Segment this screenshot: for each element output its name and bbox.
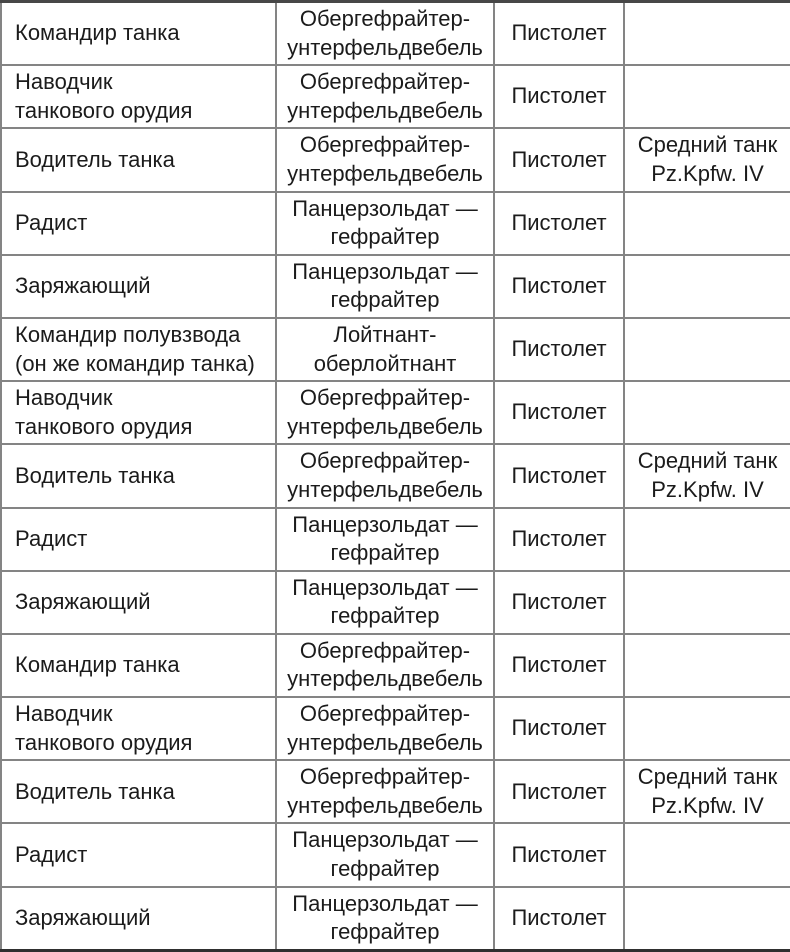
cell-rank: Обергефрайтер- унтерфельдвебель	[276, 128, 494, 191]
cell-notes: Средний танк Pz.Kpfw. IV	[624, 444, 790, 507]
table-row	[1, 887, 790, 951]
cell-notes	[624, 571, 790, 634]
cell-notes	[624, 508, 790, 571]
cell-position: Заряжающий	[1, 571, 276, 634]
cell-position: Командир полувзвода (он же командир танка)	[1, 318, 276, 381]
cell-weapon: Пистолет	[494, 571, 624, 634]
table-row	[1, 318, 790, 381]
cell-position: Командир танка	[1, 634, 276, 697]
cell-position: Радист	[1, 192, 276, 255]
cell-weapon: Пистолет	[494, 2, 624, 66]
cell-position: Водитель танка	[1, 760, 276, 823]
cell-rank: Панцерзольдат — гефрайтер	[276, 823, 494, 886]
cell-rank: Обергефрайтер- унтерфельдвебель	[276, 444, 494, 507]
table-row	[1, 823, 790, 886]
table-row	[1, 255, 790, 318]
cell-notes	[624, 381, 790, 444]
cell-notes	[624, 255, 790, 318]
cell-rank: Обергефрайтер- унтерфельдвебель	[276, 65, 494, 128]
cell-position: Заряжающий	[1, 255, 276, 318]
cell-weapon: Пистолет	[494, 887, 624, 951]
cell-weapon: Пистолет	[494, 760, 624, 823]
table-row	[1, 2, 790, 66]
cell-rank: Панцерзольдат — гефрайтер	[276, 192, 494, 255]
cell-rank: Панцерзольдат — гефрайтер	[276, 887, 494, 951]
cell-rank: Панцерзольдат — гефрайтер	[276, 571, 494, 634]
table-body	[1, 2, 790, 951]
cell-position: Заряжающий	[1, 887, 276, 951]
cell-weapon: Пистолет	[494, 318, 624, 381]
cell-rank: Обергефрайтер- унтерфельдвебель	[276, 634, 494, 697]
cell-position: Радист	[1, 823, 276, 886]
cell-rank: Обергефрайтер- унтерфельдвебель	[276, 381, 494, 444]
cell-rank: Панцерзольдат — гефрайтер	[276, 255, 494, 318]
cell-weapon: Пистолет	[494, 634, 624, 697]
cell-position: Радист	[1, 508, 276, 571]
cell-notes	[624, 887, 790, 951]
cell-rank: Обергефрайтер- унтерфельдвебель	[276, 760, 494, 823]
cell-weapon: Пистолет	[494, 697, 624, 760]
cell-rank: Обергефрайтер- унтерфельдвебель	[276, 697, 494, 760]
table-row	[1, 65, 790, 128]
cell-notes	[624, 65, 790, 128]
cell-weapon: Пистолет	[494, 508, 624, 571]
cell-rank: Обергефрайтер- унтерфельдвебель	[276, 2, 494, 66]
cell-notes	[624, 2, 790, 66]
table-row	[1, 760, 790, 823]
cell-rank: Панцерзольдат — гефрайтер	[276, 508, 494, 571]
cell-rank: Лойтнант- оберлойтнант	[276, 318, 494, 381]
cell-weapon: Пистолет	[494, 255, 624, 318]
cell-weapon: Пистолет	[494, 192, 624, 255]
cell-weapon: Пистолет	[494, 823, 624, 886]
cell-position: Наводчик танкового орудия	[1, 381, 276, 444]
table-row	[1, 444, 790, 507]
table-row	[1, 697, 790, 760]
cell-weapon: Пистолет	[494, 444, 624, 507]
cell-notes	[624, 823, 790, 886]
table-row	[1, 634, 790, 697]
cell-weapon: Пистолет	[494, 128, 624, 191]
table-row	[1, 381, 790, 444]
cell-position: Водитель танка	[1, 444, 276, 507]
table-row	[1, 508, 790, 571]
cell-position: Водитель танка	[1, 128, 276, 191]
cell-position: Наводчик танкового орудия	[1, 65, 276, 128]
cell-notes: Средний танк Pz.Kpfw. IV	[624, 760, 790, 823]
cell-notes	[624, 192, 790, 255]
cell-notes	[624, 697, 790, 760]
cell-notes: Средний танк Pz.Kpfw. IV	[624, 128, 790, 191]
table-row	[1, 192, 790, 255]
cell-position: Командир танка	[1, 2, 276, 66]
table-row	[1, 128, 790, 191]
cell-notes	[624, 634, 790, 697]
cell-weapon: Пистолет	[494, 381, 624, 444]
cell-notes	[624, 318, 790, 381]
table-row	[1, 571, 790, 634]
cell-weapon: Пистолет	[494, 65, 624, 128]
cell-position: Наводчик танкового орудия	[1, 697, 276, 760]
